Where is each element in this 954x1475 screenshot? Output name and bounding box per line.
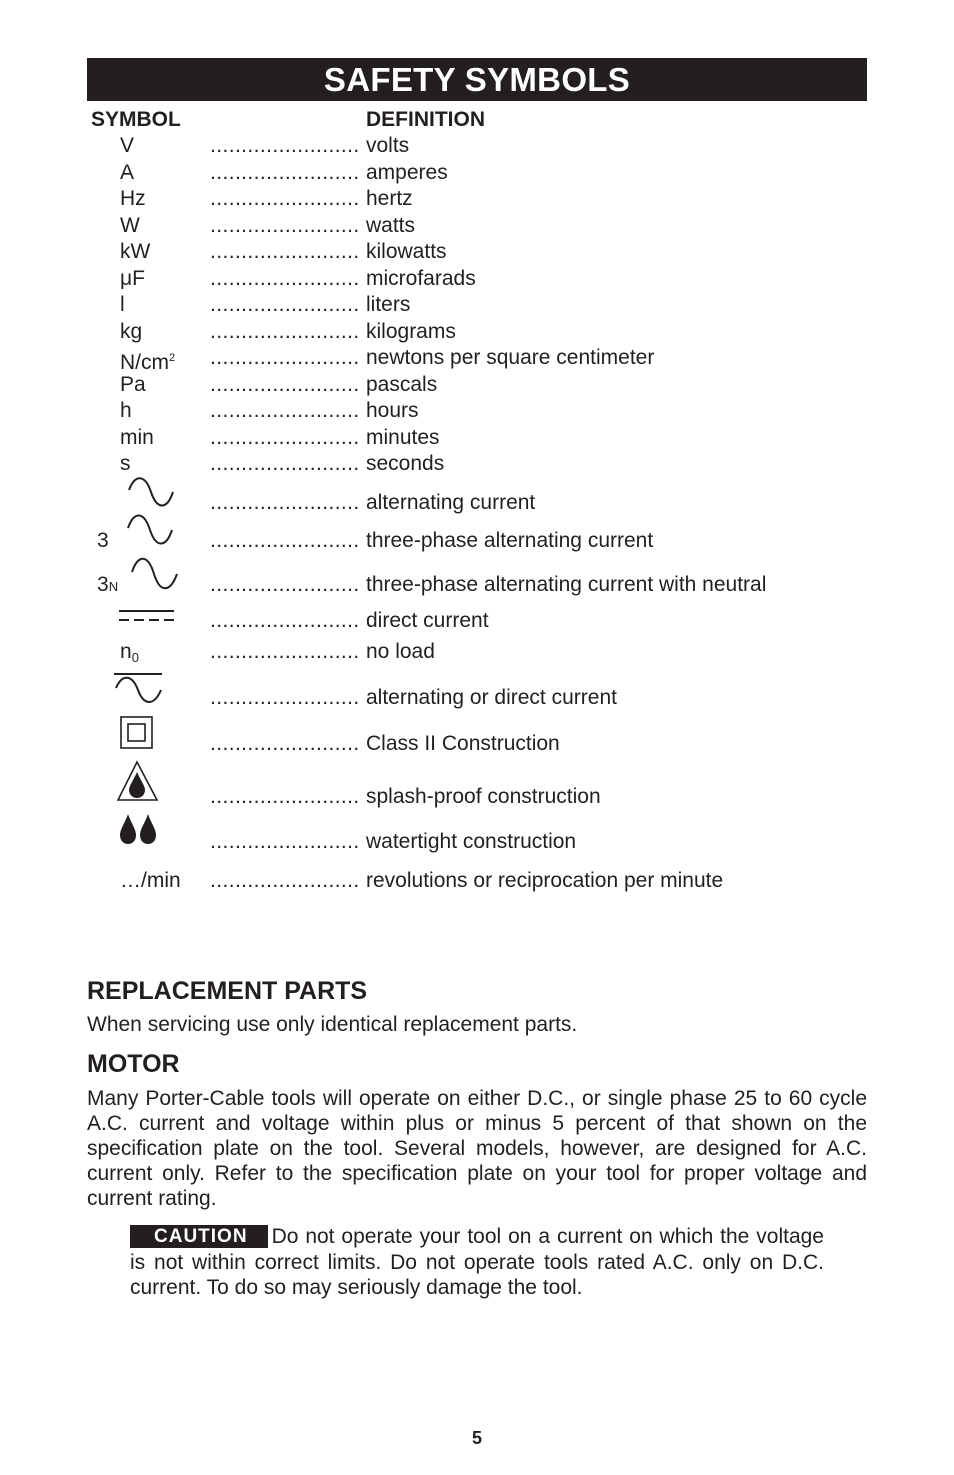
caution-text: Do not operate your tool on a current on which the voltage is not within correct limits. Do not operate tools rated A.C. only on D.C. current. To do so may seriously damage the tool.: [130, 1225, 824, 1299]
leader-dots: ........................: [210, 529, 360, 552]
symbol-superscript: 2: [169, 352, 176, 364]
table-row: [0, 869, 954, 893]
page-number: 5: [471, 1428, 482, 1448]
table-row: [0, 399, 954, 423]
prefix-subscript: N: [108, 579, 119, 594]
table-row: [0, 267, 954, 291]
leader-dots: ........................: [210, 399, 360, 422]
definition-cell: three-phase alternating current: [366, 529, 654, 552]
page-title-banner: SAFETY SYMBOLS: [87, 58, 867, 101]
table-row: [0, 452, 954, 476]
symbol-cell: kg: [120, 320, 143, 343]
three-phase-prefix: 3: [97, 529, 109, 552]
leader-dots: ........................: [210, 452, 360, 475]
leader-dots: ........................: [210, 609, 360, 632]
symbol-cell: l: [120, 293, 125, 316]
definition-cell: revolutions or reciprocation per minute: [366, 869, 724, 892]
watertight-icon: [118, 812, 160, 846]
table-row: [0, 214, 954, 238]
definition-cell: no load: [366, 640, 435, 663]
splash-proof-icon: [117, 760, 159, 802]
leader-dots: ........................: [210, 573, 360, 596]
symbol-cell: kW: [120, 240, 151, 263]
class-ii-construction-icon: [120, 716, 154, 750]
definition-cell: direct current: [366, 609, 489, 632]
definition-cell: hours: [366, 399, 419, 422]
leader-dots: ........................: [210, 346, 360, 369]
leader-dots: ........................: [210, 640, 360, 663]
leader-dots: ........................: [210, 785, 360, 808]
caution-notice: [130, 1224, 824, 1301]
definition-cell: kilograms: [366, 320, 456, 343]
definition-column-header: DEFINITION: [366, 108, 485, 131]
leader-dots: ........................: [210, 187, 360, 210]
leader-dots: ........................: [210, 686, 360, 709]
no-load-icon: [120, 640, 139, 670]
leader-dots: ........................: [210, 267, 360, 290]
leader-dots: ........................: [210, 134, 360, 157]
symbol-cell: Hz: [120, 187, 146, 210]
definition-cell: microfarads: [366, 267, 476, 290]
three-phase-neutral-prefix: [97, 573, 118, 599]
table-row: [0, 346, 954, 374]
definition-cell: pascals: [366, 373, 438, 396]
definition-cell: watts: [366, 214, 416, 237]
definition-cell: amperes: [366, 161, 448, 184]
symbol-cell: s: [120, 452, 131, 475]
symbol-cell: h: [120, 399, 132, 422]
leader-dots: ........................: [210, 293, 360, 316]
leader-dots: ........................: [210, 732, 360, 755]
prefix-digit: 3: [97, 573, 109, 596]
symbol-cell: Pa: [120, 373, 146, 396]
per-minute-icon: …/min: [120, 869, 181, 892]
table-row: [0, 293, 954, 317]
definition-cell: kilowatts: [366, 240, 447, 263]
leader-dots: ........................: [210, 240, 360, 263]
definition-cell: Class II Construction: [366, 732, 560, 755]
leader-dots: ........................: [210, 830, 360, 853]
definition-cell: alternating or direct current: [366, 686, 617, 709]
definition-cell: liters: [366, 293, 411, 316]
symbol-base: N/cm: [120, 351, 169, 374]
table-row: [0, 161, 954, 185]
definition-cell: minutes: [366, 426, 440, 449]
table-row: [0, 134, 954, 158]
symbol-base: n: [120, 640, 132, 663]
leader-dots: ........................: [210, 869, 360, 892]
leader-dots: ........................: [210, 426, 360, 449]
symbol-cell: V: [120, 134, 135, 157]
leader-dots: ........................: [210, 214, 360, 237]
table-row: [0, 240, 954, 264]
symbol-cell: A: [120, 161, 135, 184]
definition-cell: watertight construction: [366, 830, 577, 853]
symbol-cell: W: [120, 214, 140, 237]
three-phase-ac-neutral-icon: [130, 558, 180, 592]
replacement-parts-body: When servicing use only identical replacement parts.: [87, 1013, 578, 1036]
motor-heading: MOTOR: [87, 1050, 180, 1078]
symbol-cell: [120, 346, 175, 375]
table-row: [0, 320, 954, 344]
motor-body: Many Porter-Cable tools will operate on either D.C., or single phase 25 to 60 cycle A.C. current and voltage within plus or minus 5 percent of that shown on the specification plate on the tool. Several models, however, are designed for A.C. current only. Refer to the specification plate on your tool for proper voltage and current rating.: [87, 1087, 867, 1210]
direct-current-icon: [119, 609, 175, 623]
definition-cell: alternating current: [366, 491, 536, 514]
definition-cell: hertz: [366, 187, 413, 210]
replacement-parts-heading: REPLACEMENT PARTS: [87, 977, 368, 1005]
symbol-column-header: SYMBOL: [91, 108, 181, 131]
caution-badge: CAUTION: [130, 1225, 268, 1248]
definition-cell: volts: [366, 134, 410, 157]
definition-cell: splash-proof construction: [366, 785, 601, 808]
leader-dots: ........................: [210, 161, 360, 184]
ac-or-dc-icon: [114, 672, 164, 706]
leader-dots: ........................: [210, 373, 360, 396]
symbol-subscript: 0: [131, 650, 139, 665]
table-row: [0, 640, 954, 664]
alternating-current-icon: [127, 478, 177, 508]
three-phase-ac-icon: [126, 515, 176, 547]
table-row: [0, 373, 954, 397]
definition-cell: seconds: [366, 452, 445, 475]
leader-dots: ........................: [210, 320, 360, 343]
table-row: [0, 187, 954, 211]
leader-dots: ........................: [210, 491, 360, 514]
definition-cell: three-phase alternating current with neutral: [366, 573, 767, 596]
symbol-cell: μF: [120, 267, 145, 290]
symbol-cell: min: [120, 426, 154, 449]
table-row: [0, 426, 954, 450]
definition-cell: newtons per square centimeter: [366, 346, 655, 369]
